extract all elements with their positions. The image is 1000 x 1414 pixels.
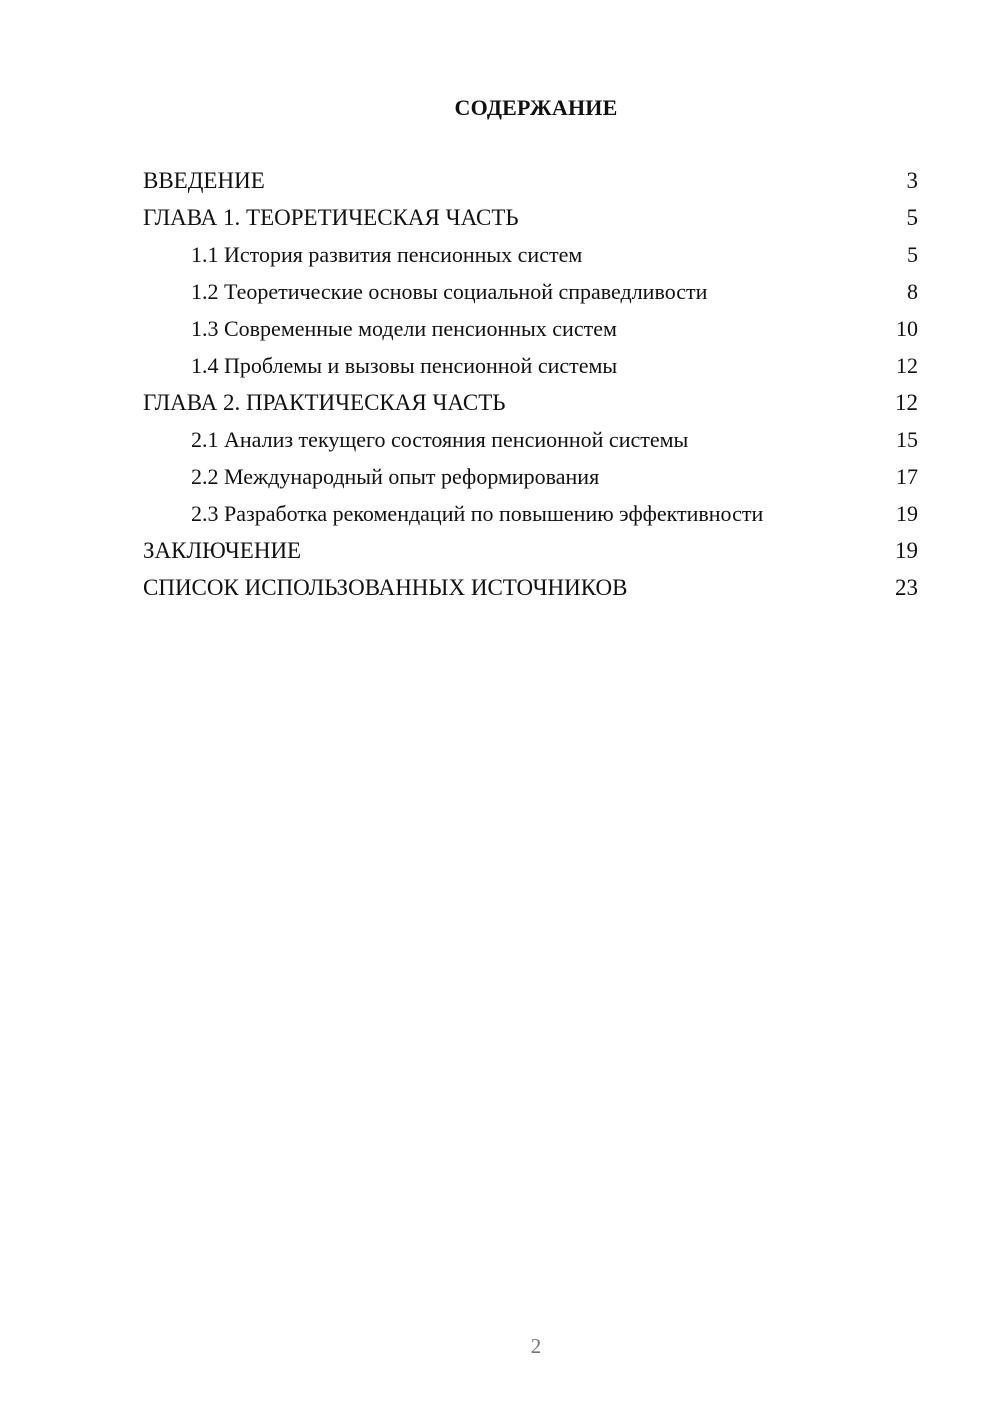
toc-entry-label: СПИСОК ИСПОЛЬЗОВАННЫХ ИСТОЧНИКОВ	[143, 575, 628, 600]
toc-entry-label: ГЛАВА 2. ПРАКТИЧЕСКАЯ ЧАСТЬ	[143, 390, 506, 415]
toc-entry-page: 3	[906, 168, 918, 193]
toc-entry-page: 12	[895, 390, 918, 415]
toc-entry-page: 19	[896, 501, 918, 526]
toc-entry-label: 1.3 Современные модели пенсионных систем	[191, 316, 617, 341]
toc-entry-page: 5	[906, 205, 918, 230]
toc-entry-label: ЗАКЛЮЧЕНИЕ	[143, 538, 302, 563]
toc-entry-section-1-4[interactable]	[143, 353, 918, 379]
toc-entry-page: 17	[896, 464, 918, 489]
toc-entry-page: 10	[896, 316, 918, 341]
toc-entry-page: 5	[907, 242, 918, 267]
toc-entry-label: 1.1 История развития пенсионных систем	[191, 242, 583, 267]
toc-entry-label: 2.2 Международный опыт реформирования	[191, 464, 600, 489]
table-of-contents	[143, 168, 918, 612]
toc-entry-page: 8	[907, 279, 918, 304]
toc-entry-section-1-3[interactable]	[143, 316, 918, 342]
toc-entry-label: 2.3 Разработка рекомендаций по повышению эффективности	[191, 501, 764, 526]
toc-entry-section-2-1[interactable]	[143, 427, 918, 453]
toc-entry-references[interactable]	[143, 575, 918, 601]
toc-entry-section-2-3[interactable]	[143, 501, 918, 527]
toc-entry-introduction[interactable]	[143, 168, 918, 194]
toc-entry-section-1-1[interactable]	[143, 242, 918, 268]
toc-entry-page: 23	[895, 575, 918, 600]
toc-entry-chapter-1[interactable]	[143, 205, 918, 231]
toc-entry-conclusion[interactable]	[143, 538, 918, 564]
toc-entry-label: 1.2 Теоретические основы социальной справедливости	[191, 279, 708, 304]
toc-entry-label: ГЛАВА 1. ТЕОРЕТИЧЕСКАЯ ЧАСТЬ	[143, 205, 519, 230]
page-title: СОДЕРЖАНИЕ	[454, 95, 618, 120]
toc-entry-page: 12	[896, 353, 918, 378]
toc-entry-section-2-2[interactable]	[143, 464, 918, 490]
toc-entry-label: 1.4 Проблемы и вызовы пенсионной системы	[191, 353, 618, 378]
page-number: 2	[530, 1334, 542, 1358]
toc-entry-page: 15	[896, 427, 918, 452]
toc-entry-label: 2.1 Анализ текущего состояния пенсионной системы	[191, 427, 689, 452]
toc-entry-page: 19	[895, 538, 918, 563]
toc-entry-label: ВВЕДЕНИЕ	[143, 168, 265, 193]
toc-entry-chapter-2[interactable]	[143, 390, 918, 416]
toc-entry-section-1-2[interactable]	[143, 279, 918, 305]
